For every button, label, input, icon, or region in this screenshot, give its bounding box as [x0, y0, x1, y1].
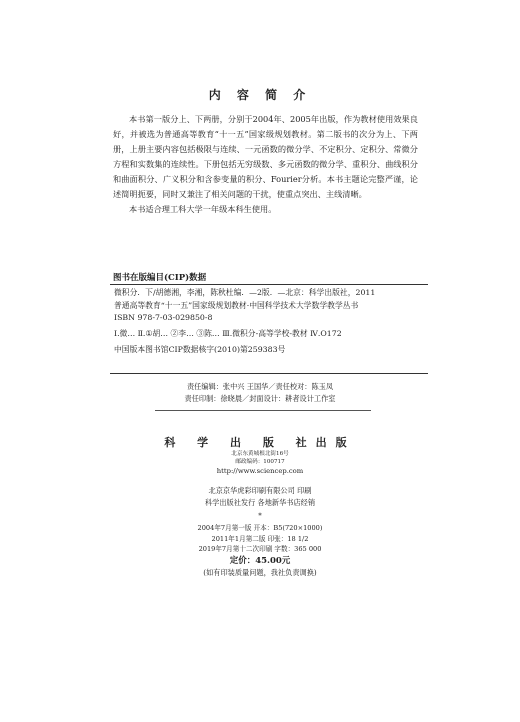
separator-star: *: [258, 512, 262, 520]
quality-notice: (如有印装质量问题，我社负责调换): [203, 567, 317, 577]
edition-line-2: 2011年1月第二版 印张：18 1/2: [211, 534, 309, 543]
cip-data-box: [110, 284, 428, 374]
edition-info: [0, 523, 520, 555]
intro-body: [113, 112, 418, 217]
cip-heading: 图书在版编目(CIP)数据: [113, 273, 207, 283]
cip-line-1: 微积分．下/胡德湘，李湘，陈秋杜编．—2版．—北京：科学出版社，2011: [114, 288, 376, 297]
divider: [155, 410, 371, 411]
publisher-url: http://www.sciencep.com: [216, 467, 304, 475]
credits-line-2: 责任印制：徐晓晨／封面设计：耕者设计工作室: [184, 394, 336, 403]
cip-classification: Ⅰ.微… Ⅱ.①胡… ②李… ③陈… Ⅲ.微积分-高等学校-教材 Ⅳ.O172: [114, 328, 342, 338]
cip-isbn: ISBN 978-7-03-029850-8: [114, 313, 213, 322]
cip-line-2: 普通高等教育“十一五”国家级规划教材·中国科学技术大学数学教学丛书: [114, 300, 359, 310]
edition-line-1: 2004年7月第一版 开本：B5(720×1000): [197, 524, 323, 532]
publisher-block: [0, 434, 520, 578]
publisher-name: 科 学 出 版 社出版: [164, 436, 356, 449]
distributor-line: 科学出版社发行 各地新华书店经销: [204, 498, 316, 507]
price: 定价：45.00元: [229, 555, 291, 566]
intro-paragraph-1: 本书第一版分上、下两册，分别于2004年、2005年出版，作为教材使用效果良好，并被选为普通高等教育“十一五”国家级规划教材。第二版书的次分为上、下两册，上册主要内容包括极限与连续、一元函数的微分学、不定积分、定积分、常微分方程和实数集的连续性。下册包括无穷级数、多元函数的微分学、重积分、曲线积分和曲面积分、广义积分和含参变量的积分、Fourier分析。本书主题论完整严谨，论述简明扼要，同时又兼注了相关问题的干扰，使重点突出、主线清晰。: [113, 114, 418, 199]
publisher-zipcode: 邮政编码：100717: [235, 459, 285, 465]
editorial-credits: [0, 381, 520, 405]
publisher-address: 北京东黄城根北街16号: [231, 451, 289, 457]
edition-line-3: 2019年7月第十二次印刷 字数：365 000: [198, 545, 322, 553]
cip-number: 中国版本图书馆CIP数据核字(2010)第259383号: [114, 345, 286, 354]
intro-title: 内 容 简 介: [208, 88, 312, 102]
intro-paragraph-2: 本书适合理工科大学一年级本科生使用。: [129, 204, 277, 214]
credits-line-1: 责任编辑：张中兴 王国华／责任校对：陈玉凤: [186, 382, 334, 391]
printer-line: 北京京华虎彩印刷有限公司 印刷: [208, 486, 312, 495]
